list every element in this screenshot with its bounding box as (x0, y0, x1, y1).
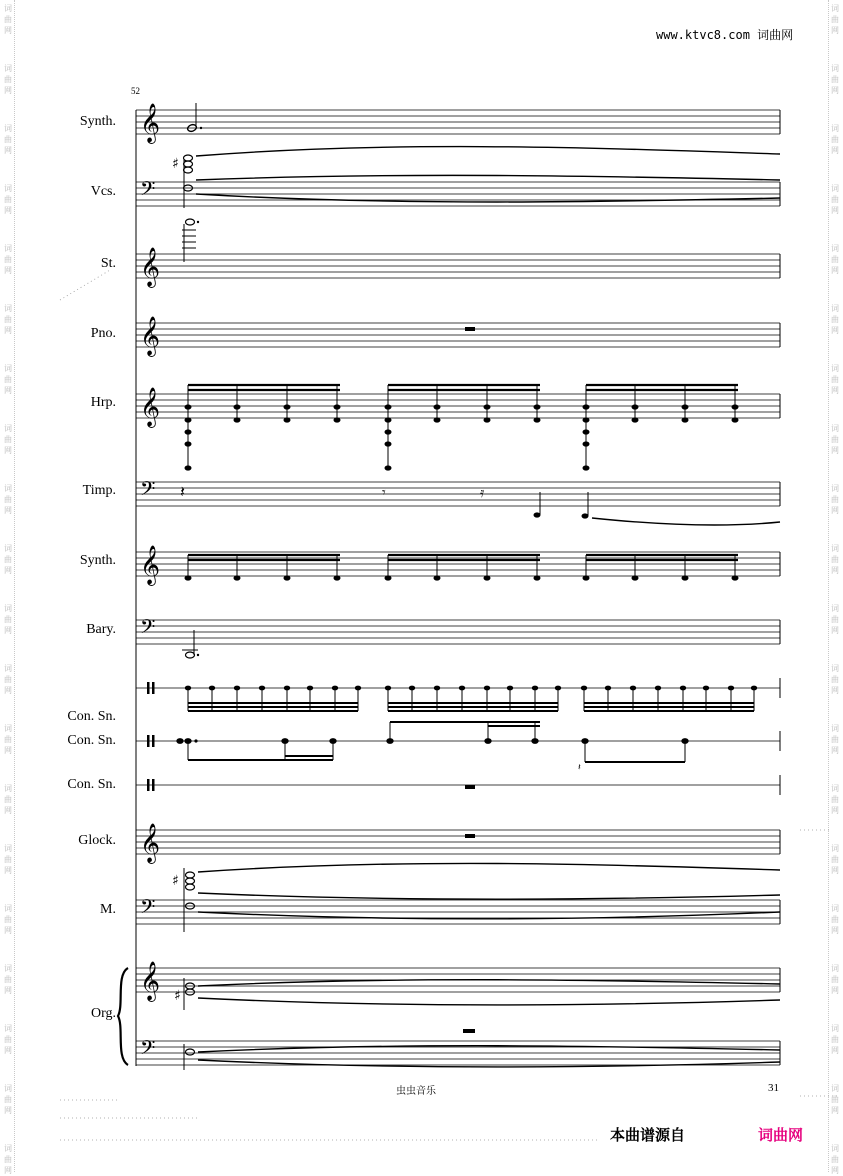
watermark-char: 词 (831, 1024, 839, 1033)
treble-clef-icon: 𝄞 (140, 316, 161, 356)
watermark-char: 词 (4, 724, 12, 733)
hrp-note-group (385, 385, 541, 471)
instrument-label-timp: Timp. (82, 483, 116, 498)
watermark-char: 词 (831, 4, 839, 13)
svg-text:♯: ♯ (172, 873, 179, 889)
watermark-char: 网 (4, 206, 12, 215)
watermark-char: 网 (4, 266, 12, 275)
watermark-char: 网 (831, 1106, 839, 1115)
synth-2-note-group (385, 555, 541, 581)
watermark-char: 曲 (4, 15, 12, 24)
source-text: 本曲谱源自 (610, 1126, 686, 1144)
timp-notes (180, 482, 780, 525)
watermark-char: 网 (4, 686, 12, 695)
hrp-note-group (185, 385, 341, 471)
bass-clef-icon: 𝄢 (140, 177, 156, 205)
con-sn-1-note-group (385, 686, 561, 711)
watermark-char: 网 (831, 446, 839, 455)
svg-text:♯: ♯ (172, 156, 179, 172)
watermark-char: 网 (4, 1166, 12, 1175)
watermark-char: 网 (4, 1106, 12, 1115)
treble-clef-icon: 𝄞 (140, 823, 161, 863)
watermark-char: 曲 (4, 915, 12, 924)
instrument-label-con-sn-3: Con. Sn. (67, 777, 116, 792)
watermark-char: 词 (831, 604, 839, 613)
watermark-char: 曲 (4, 1095, 12, 1104)
watermark-char: 网 (831, 806, 839, 815)
vcs-chord (172, 147, 780, 208)
measure-number: 52 (131, 86, 140, 96)
watermark-char: 词 (831, 784, 839, 793)
watermark-char: 曲 (4, 795, 12, 804)
watermark-char: 网 (4, 326, 12, 335)
watermark-char: 曲 (4, 195, 12, 204)
watermark-char: 曲 (831, 315, 839, 324)
percussion-clef-icon (147, 682, 155, 791)
watermark-char: 网 (4, 566, 12, 575)
watermark-char: 网 (4, 806, 12, 815)
instrument-label-bary: Bary. (86, 622, 116, 637)
watermark-char: 网 (4, 986, 12, 995)
source-brand-link[interactable]: 词曲网 (758, 1126, 804, 1144)
watermark-char: 词 (4, 1144, 12, 1153)
treble-clef-icon: 𝄞 (140, 545, 161, 585)
instrument-label-glock: Glock. (78, 833, 116, 848)
org-treble-chord (174, 978, 780, 1010)
hrp-note-group (583, 385, 739, 471)
watermark-char: 词 (831, 664, 839, 673)
watermark-char: 词 (4, 1024, 12, 1033)
treble-clef-icon: 𝄞 (140, 247, 161, 287)
watermark-char: 曲 (4, 555, 12, 564)
staff-synth-1 (136, 110, 780, 134)
watermark-char: 曲 (831, 495, 839, 504)
watermark-char: 曲 (4, 75, 12, 84)
treble-clef-icon: 𝄞 (140, 387, 161, 427)
watermark-char: 词 (4, 4, 12, 13)
watermark-char: 词 (4, 364, 12, 373)
watermark-char: 网 (4, 746, 12, 755)
svg-text:𝄾: 𝄾 (382, 485, 386, 501)
watermark-char: 曲 (831, 1155, 839, 1164)
watermark-char: 网 (831, 206, 839, 215)
watermark-char: 网 (831, 1166, 839, 1175)
watermark-char: 曲 (831, 795, 839, 804)
watermark-char: 网 (4, 86, 12, 95)
watermark-char: 网 (4, 26, 12, 35)
watermark-char: 曲 (831, 15, 839, 24)
watermark-char: 词 (831, 184, 839, 193)
instrument-label-hrp: Hrp. (90, 395, 116, 410)
watermark-char: 曲 (4, 675, 12, 684)
instrument-label-con-sn-2: Con. Sn. (67, 733, 116, 748)
watermark-char: 曲 (831, 255, 839, 264)
instrument-label-st: St. (100, 256, 116, 271)
watermark-char: 网 (4, 386, 12, 395)
watermark-char: 词 (831, 64, 839, 73)
instrument-label-con-sn-1: Con. Sn. (67, 709, 116, 724)
watermark-char: 曲 (4, 315, 12, 324)
con-sn-1-note-group (185, 686, 361, 711)
watermark-char: 网 (4, 446, 12, 455)
watermark-char: 词 (4, 424, 12, 433)
watermark-char: 曲 (831, 855, 839, 864)
con-sn-1-note-group (581, 686, 757, 711)
watermark-char: 曲 (4, 435, 12, 444)
treble-clef-icon: 𝄞 (140, 961, 161, 1001)
staff-m (136, 900, 780, 924)
watermark-char: 网 (831, 926, 839, 935)
watermark-char: 词 (4, 1084, 12, 1093)
watermark-char: 词 (831, 304, 839, 313)
watermark-char: 曲 (831, 555, 839, 564)
watermark-char: 词 (4, 904, 12, 913)
watermark-char: 词 (4, 544, 12, 553)
watermark-char: 词 (831, 544, 839, 553)
watermark-char: 网 (831, 146, 839, 155)
whole-rest-icon (465, 327, 475, 331)
watermark-char: 曲 (831, 975, 839, 984)
watermark-char: 曲 (831, 195, 839, 204)
watermark-char: 词 (831, 724, 839, 733)
watermark-char: 曲 (4, 375, 12, 384)
watermark-char: 曲 (4, 1035, 12, 1044)
watermark-char: 曲 (4, 615, 12, 624)
watermark-char: 词 (831, 844, 839, 853)
watermark-char: 曲 (4, 255, 12, 264)
staff-bary (136, 620, 780, 644)
svg-text:♯: ♯ (174, 988, 181, 1004)
watermark-char: 网 (831, 566, 839, 575)
watermark-char: 词 (831, 364, 839, 373)
watermark-char: 词 (4, 184, 12, 193)
svg-text:𝄽: 𝄽 (578, 763, 581, 773)
watermark-char: 网 (831, 506, 839, 515)
watermark-char: 词 (831, 124, 839, 133)
watermark-char: 网 (831, 86, 839, 95)
watermark-char: 网 (831, 866, 839, 875)
bass-clef-icon: 𝄢 (140, 895, 156, 923)
watermark-char: 词 (4, 484, 12, 493)
page-number: 31 (768, 1082, 779, 1094)
watermark-char: 词 (4, 844, 12, 853)
watermark-char: 曲 (4, 975, 12, 984)
staff-timp (136, 482, 780, 506)
watermark-char: 曲 (831, 675, 839, 684)
svg-text:𝄿: 𝄿 (480, 485, 485, 501)
watermark-char: 曲 (4, 135, 12, 144)
synth-2-note-group (185, 555, 341, 581)
publisher-mark: 虫虫音乐 (396, 1086, 436, 1097)
watermark-char: 曲 (831, 915, 839, 924)
watermark-char: 曲 (831, 735, 839, 744)
con-sn-2-notes (177, 722, 688, 773)
staff-pno (136, 323, 780, 347)
synth-2-note-group (583, 555, 739, 581)
watermark-char: 网 (831, 986, 839, 995)
st-note (182, 219, 199, 262)
watermark-char: 词 (4, 244, 12, 253)
watermark-char: 词 (831, 904, 839, 913)
dotted-guides (60, 270, 840, 1140)
watermark-char: 词 (831, 964, 839, 973)
svg-text:𝄽: 𝄽 (180, 482, 185, 501)
watermark-char: 网 (4, 626, 12, 635)
bass-clef-icon: 𝄢 (140, 1036, 156, 1064)
bass-clef-icon: 𝄢 (140, 477, 156, 505)
staff-con-sn-3 (136, 775, 780, 795)
watermark-char: 网 (831, 686, 839, 695)
m-chord (172, 863, 780, 932)
watermark-char: 曲 (831, 75, 839, 84)
watermark-char: 词 (4, 124, 12, 133)
watermark-char: 网 (831, 746, 839, 755)
watermark-char: 曲 (831, 1035, 839, 1044)
watermark-char: 曲 (831, 375, 839, 384)
watermark-char: 词 (4, 64, 12, 73)
whole-rest-icon (465, 785, 475, 789)
watermark-char: 曲 (4, 495, 12, 504)
watermark-char: 词 (4, 964, 12, 973)
instrument-label-org: Org. (90, 1006, 116, 1021)
watermark-char: 网 (4, 1046, 12, 1055)
watermark-char: 曲 (831, 1095, 839, 1104)
treble-clef-icon: 𝄞 (140, 103, 161, 143)
watermark-char: 网 (4, 866, 12, 875)
watermark-char: 词 (831, 424, 839, 433)
staff-st (136, 254, 780, 278)
instrument-label-vcs: Vcs. (90, 184, 116, 199)
organ-brace (118, 968, 128, 1065)
watermark-char: 网 (831, 266, 839, 275)
watermark-char: 词 (4, 604, 12, 613)
watermark-char: 网 (4, 146, 12, 155)
watermark-char: 词 (831, 1084, 839, 1093)
watermark-char: 曲 (831, 615, 839, 624)
watermark-char: 词 (831, 1144, 839, 1153)
instrument-label-pno: Pno. (90, 326, 116, 341)
watermark-char: 曲 (831, 135, 839, 144)
watermark-char: 词 (4, 784, 12, 793)
watermark-char: 词 (4, 664, 12, 673)
watermark-char: 网 (4, 926, 12, 935)
staff-glock (136, 830, 780, 854)
watermark-char: 词 (831, 484, 839, 493)
instrument-label-m: M. (100, 902, 116, 917)
watermark-char: 网 (4, 506, 12, 515)
site-name[interactable]: 词曲网 (757, 28, 794, 42)
watermark-char: 网 (831, 386, 839, 395)
instrument-label-synth-1: Synth. (79, 114, 116, 129)
watermark-char: 网 (831, 626, 839, 635)
watermark-char: 词 (831, 244, 839, 253)
bass-clef-icon: 𝄢 (140, 615, 156, 643)
watermark-char: 曲 (4, 855, 12, 864)
org-bass-notes (184, 1029, 780, 1070)
whole-rest-icon (465, 834, 475, 838)
watermark-char: 曲 (4, 735, 12, 744)
watermark-char: 网 (831, 26, 839, 35)
instrument-label-synth-2: Synth. (79, 553, 116, 568)
watermark-char: 曲 (831, 435, 839, 444)
watermark-char: 网 (831, 326, 839, 335)
watermark-char: 曲 (4, 1155, 12, 1164)
watermark-char: 网 (831, 1046, 839, 1055)
watermark-char: 词 (4, 304, 12, 313)
site-url[interactable]: www.ktvc8.com (656, 28, 750, 42)
